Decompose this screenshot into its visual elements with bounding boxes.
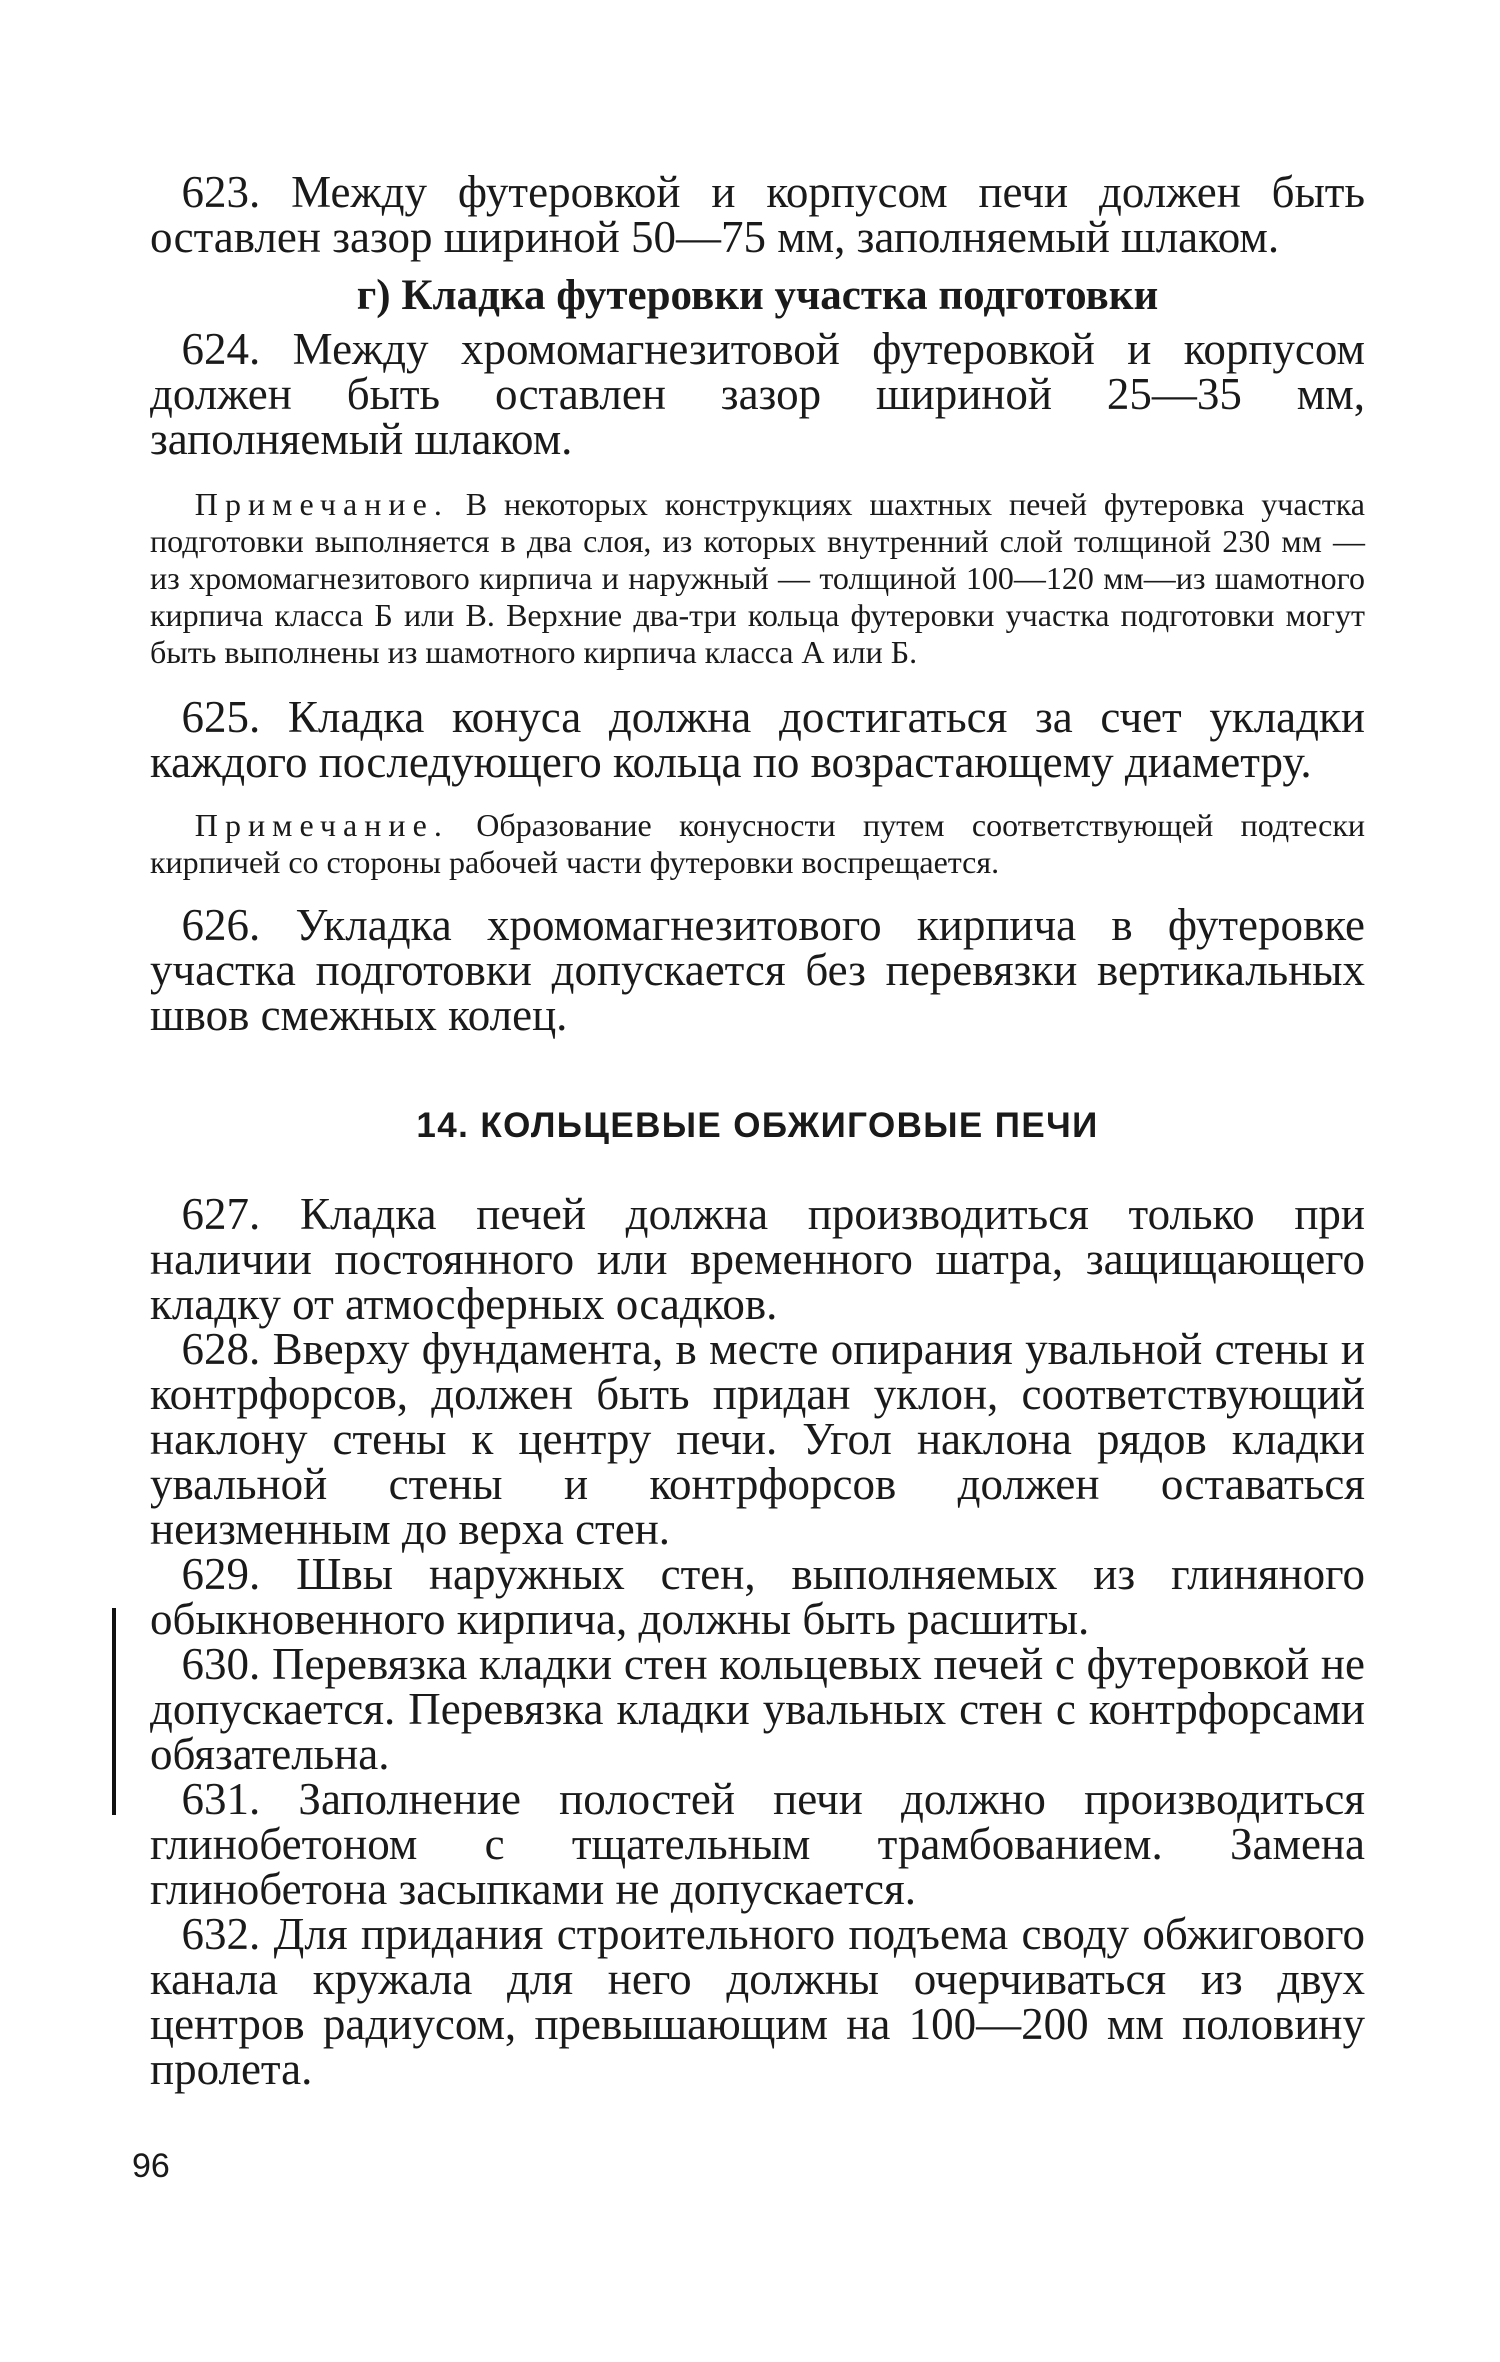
paragraph-629: 629. Швы наружных стен, выполняемых из глиняного обыкновенного кирпича, должны быть расшиты. [150, 1549, 1365, 1644]
note-text: Образование конусности путем соответствующей подтески кирпичей со стороны рабочей части футеровки воспрещается. [150, 807, 1366, 880]
note-625 [150, 807, 1365, 881]
margin-change-bar [112, 1608, 116, 1815]
subsection-heading-g: г) Кладка футеровки участка подготовки [356, 272, 1159, 319]
book-page [150, 150, 1365, 2092]
paragraph-631: 631. Заполнение полостей печи должно производиться глинобетоном с тщательным трамбованием. Замена глинобетона засыпками не допускается. [150, 1774, 1365, 1914]
page-number: 96 [132, 2147, 170, 2185]
paragraph-626: 626. Укладка хромомагнезитового кирпича в футеровке участка подготовки допускается без перевязки вертикальных швов смежных колец. [150, 900, 1365, 1040]
paragraph-623: 623. Между футеровкой и корпусом печи должен быть оставлен зазор шириной 50—75 мм, заполняемый шлаком. [150, 167, 1365, 262]
section-heading-14: 14. КОЛЬЦЕВЫЕ ОБЖИГОВЫЕ ПЕЧИ [416, 1106, 1099, 1145]
note-label: Примечание. [194, 807, 449, 843]
note-label: Примечание. [194, 486, 449, 522]
note-624 [150, 486, 1365, 671]
paragraph-627: 627. Кладка печей должна производиться только при наличии постоянного или временного шатра, защищающего кладку от атмосферных осадков. [150, 1189, 1365, 1329]
paragraph-630: 630. Перевязка кладки стен кольцевых печей с футеровкой не допускается. Перевязка кладки увальных стен с контрфорсами обязательна. [150, 1639, 1365, 1779]
paragraph-632: 632. Для придания строительного подъема своду обжигового канала кружала для него должны очерчиваться из двух центров радиусом, превышающим на 100—200 мм половину пролета. [150, 1909, 1365, 2094]
note-text: В некоторых конструкциях шахтных печей футеровка участка подготовки выполняется в два слоя, из которых внутренний слой толщиной 230 мм — из хромомагнезитового кирпича и наружный — толщиной 100—120 мм—из шамотного кирпича класса Б или В. Верхние два-три кольца футеровки участка подготовки могут быть выполнены из шамотного кирпича класса А или Б. [150, 486, 1366, 670]
paragraph-624: 624. Между хромомагнезитовой футеровкой и корпусом должен быть оставлен зазор шириной 25—35 мм, заполняемый шлаком. [150, 324, 1365, 464]
paragraph-628: 628. Вверху фундамента, в месте опирания увальной стены и контрфорсов, должен быть придан уклон, соответствующий наклону стены к центру печи. Угол наклона рядов кладки увальной стены и контрфорсов должен оставаться неизменным до верха стен. [150, 1324, 1365, 1554]
paragraph-625: 625. Кладка конуса должна достигаться за счет укладки каждого последующего кольца по возрастающему диаметру. [150, 692, 1365, 787]
